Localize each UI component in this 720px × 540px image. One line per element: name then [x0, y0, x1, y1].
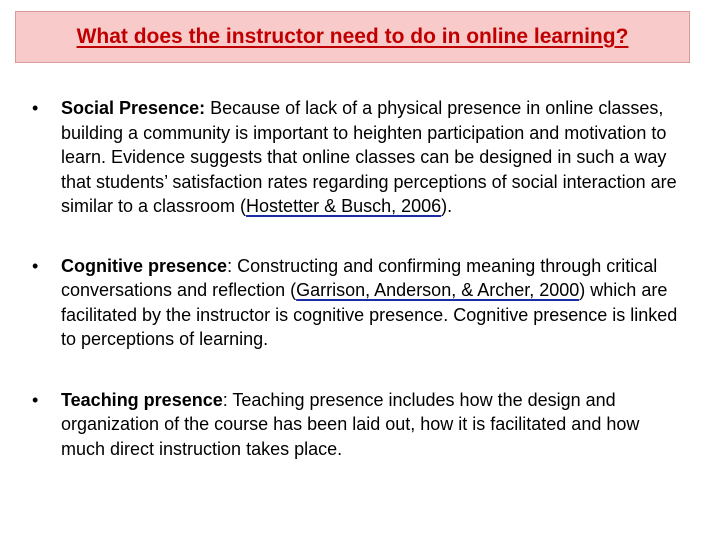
citation-link[interactable]: Hostetter & Busch, 2006: [246, 196, 442, 216]
bullet-list: [28, 96, 688, 461]
bullet-text: : Teaching presence includes how the design and organization of the course has been laid out, how it is facilitated and how much direct instruction takes place.: [61, 389, 640, 459]
bullet-term: Cognitive presence: [61, 255, 228, 276]
bullet-text-end: ) which are facilitated by the instructor is cognitive presence. Cognitive presence is linked to perceptions of learning.: [61, 280, 678, 349]
bullet-icon: •: [32, 255, 39, 276]
slide-title: What does the instructor need to do in online learning?: [76, 25, 629, 48]
citation-link[interactable]: Garrison, Anderson, & Archer, 2000: [296, 280, 580, 300]
bullet-text: : Constructing and confirming meaning through critical conversations and reflection (: [61, 255, 658, 300]
bullet-teaching-presence: [28, 388, 688, 462]
title-box: [15, 11, 690, 63]
bullet-cognitive-presence: [28, 254, 688, 352]
bullet-term: Teaching presence: [61, 389, 223, 410]
bullet-social-presence: [28, 96, 688, 219]
bullet-icon: •: [32, 98, 39, 118]
bullet-icon: •: [32, 389, 39, 410]
bullet-text-end: ).: [441, 196, 453, 216]
bullet-term: Social Presence:: [61, 98, 206, 118]
bullet-text: Because of lack of a physical presence in online classes, building a community is important to heighten participation and motivation to learn. Evidence suggests that online classes can be designed in such a way that students’ satisfaction rates regarding perceptions of social interaction are similar to a classroom (: [61, 98, 677, 216]
